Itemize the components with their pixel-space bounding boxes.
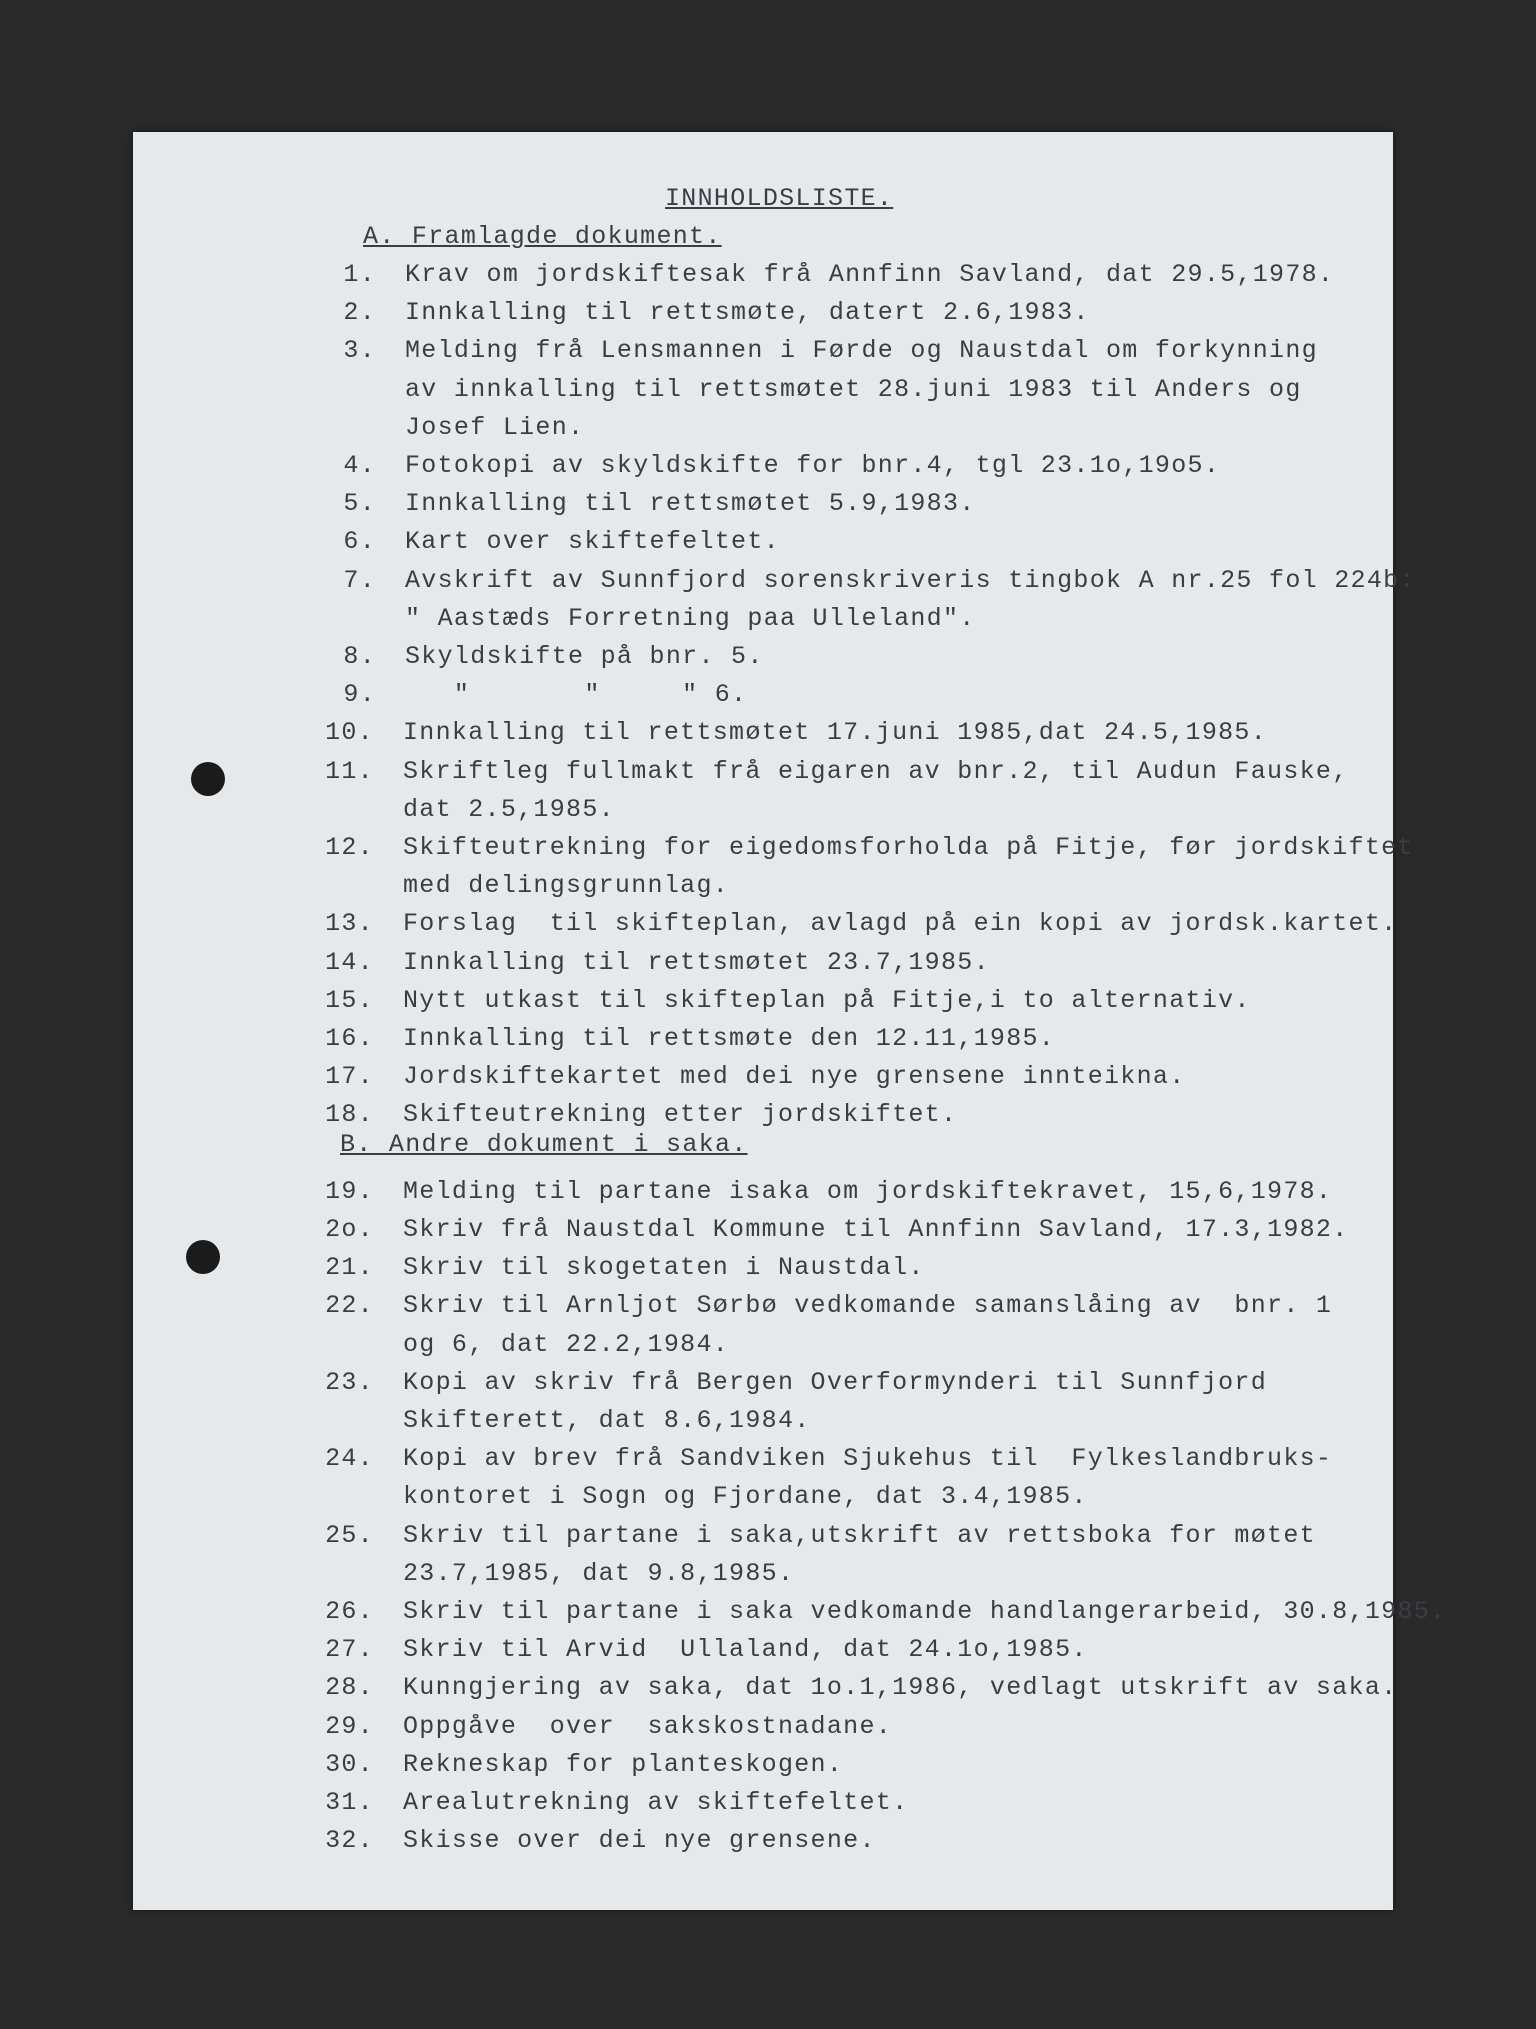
item-text: Arealutrekning av skiftefeltet.	[403, 1788, 909, 1817]
document-page	[133, 132, 1447, 1910]
item-number: 29.	[325, 1711, 374, 1741]
item-number: 2o.	[325, 1215, 374, 1244]
item-text: Kart over skiftefeltet.	[405, 527, 780, 557]
item-number: 27.	[325, 1635, 374, 1665]
item-number: 9.	[343, 680, 376, 710]
item-text: kontoret i Sogn og Fjordane, dat 3.4,1985.	[403, 1482, 1088, 1512]
item-number: 23.	[325, 1367, 374, 1397]
item-text: Skyldskifte på bnr. 5.	[405, 642, 764, 671]
item-number: 25.	[325, 1520, 374, 1550]
document-text	[133, 132, 1447, 1910]
item-text: 23.7,1985, dat 9.8,1985.	[403, 1558, 795, 1588]
item-number: 16.	[325, 1024, 374, 1053]
item-text: Oppgåve over sakskostnadane.	[403, 1711, 893, 1741]
item-text: Skifteutrekning for eigedomsforholda på Fitje, før jordskiftet	[403, 833, 1414, 862]
item-number: 13.	[325, 909, 374, 939]
item-text: Avskrift av Sunnfjord sorenskriveris tingbok A nr.25 fol 224b:	[405, 565, 1416, 595]
section-b-heading: B. Andre dokument i saka.	[340, 1130, 748, 1159]
item-text: Krav om jordskiftesak frå Annfinn Savland, dat 29.5,1978.	[405, 260, 1335, 289]
item-number: 7.	[343, 565, 376, 595]
item-text: Innkalling til rettsmøtet 17.juni 1985,dat 24.5,1985.	[403, 718, 1268, 748]
item-number: 2.	[343, 298, 376, 328]
item-text: Innkalling til rettsmøte den 12.11,1985.	[403, 1024, 1056, 1053]
item-text: " Aastæds Forretning paa Ulleland".	[405, 603, 976, 633]
item-text: Forslag til skifteplan, avlagd på ein kopi av jordsk.kartet.	[403, 909, 1398, 939]
item-text: Melding frå Lensmannen i Førde og Naustdal om forkynning	[405, 336, 1318, 366]
item-text: Skifteutrekning etter jordskiftet.	[403, 1100, 958, 1130]
page-title: INNHOLDSLISTE.	[665, 184, 894, 213]
item-number: 5.	[343, 489, 376, 519]
item-number: 21.	[325, 1253, 374, 1283]
item-number: 26.	[325, 1597, 374, 1626]
item-number: 17.	[325, 1062, 374, 1092]
item-number: 24.	[325, 1444, 374, 1474]
item-text: Skriftleg fullmakt frå eigaren av bnr.2, til Audun Fauske,	[403, 756, 1349, 786]
item-text: Josef Lien.	[405, 412, 585, 442]
item-text: Kunngjering av saka, dat 1o.1,1986, vedlagt utskrift av saka.	[403, 1673, 1398, 1703]
item-number: 3.	[343, 336, 376, 366]
item-number: 12.	[325, 833, 374, 862]
item-number: 10.	[325, 718, 374, 748]
item-number: 28.	[325, 1673, 374, 1703]
item-text: " " " 6.	[405, 680, 748, 710]
item-number: 22.	[325, 1291, 374, 1321]
item-text: Fotokopi av skyldskifte for bnr.4, tgl 23.1o,19o5.	[405, 451, 1221, 480]
item-text: Skriv til Arvid Ullaland, dat 24.1o,1985.	[403, 1635, 1088, 1665]
item-text: Innkalling til rettsmøtet 23.7,1985.	[403, 947, 990, 977]
item-text: Skriv til skogetaten i Naustdal.	[403, 1253, 925, 1283]
item-text: Nytt utkast til skifteplan på Fitje,i to alternativ.	[403, 985, 1251, 1015]
item-text: og 6, dat 22.2,1984.	[403, 1329, 730, 1359]
item-number: 30.	[325, 1749, 374, 1779]
item-text: Skriv frå Naustdal Kommune til Annfinn Savland, 17.3,1982.	[403, 1215, 1349, 1244]
item-number: 8.	[343, 642, 376, 671]
item-number: 11.	[325, 756, 374, 786]
item-number: 15.	[325, 985, 374, 1015]
item-number: 1.	[343, 260, 376, 289]
item-number: 31.	[325, 1788, 374, 1817]
item-text: Melding til partane isaka om jordskiftekravet, 15,6,1978.	[403, 1176, 1333, 1206]
item-number: 19.	[325, 1176, 374, 1206]
item-text: Innkalling til rettsmøtet 5.9,1983.	[405, 489, 976, 519]
item-text: dat 2.5,1985.	[403, 794, 615, 824]
item-number: 4.	[343, 451, 376, 480]
item-text: Skriv til Arnljot Sørbø vedkomande samanslåing av bnr. 1	[403, 1291, 1333, 1321]
item-text: Skriv til partane i saka,utskrift av rettsboka for møtet	[403, 1520, 1316, 1550]
item-text: Skisse over dei nye grensene.	[403, 1826, 876, 1856]
item-text: Kopi av skriv frå Bergen Overformynderi til Sunnfjord	[403, 1367, 1268, 1397]
item-text: Skifterett, dat 8.6,1984.	[403, 1406, 811, 1435]
item-number: 6.	[343, 527, 376, 557]
section-a-heading: A. Framlagde dokument.	[363, 222, 722, 251]
item-number: 14.	[325, 947, 374, 977]
item-text: Jordskiftekartet med dei nye grensene innteikna.	[403, 1062, 1186, 1092]
item-text: Kopi av brev frå Sandviken Sjukehus til Fylkeslandbruks-	[403, 1444, 1333, 1474]
item-text: Skriv til partane i saka vedkomande handlangerarbeid, 30.8,1985.	[403, 1597, 1447, 1626]
item-text: Rekneskap for planteskogen.	[403, 1749, 844, 1779]
item-text: med delingsgrunnlag.	[403, 871, 730, 901]
item-number: 32.	[325, 1826, 374, 1856]
item-number: 18.	[325, 1100, 374, 1130]
item-text: av innkalling til rettsmøtet 28.juni 1983 til Anders og	[405, 374, 1302, 404]
item-text: Innkalling til rettsmøte, datert 2.6,1983.	[405, 298, 1090, 328]
